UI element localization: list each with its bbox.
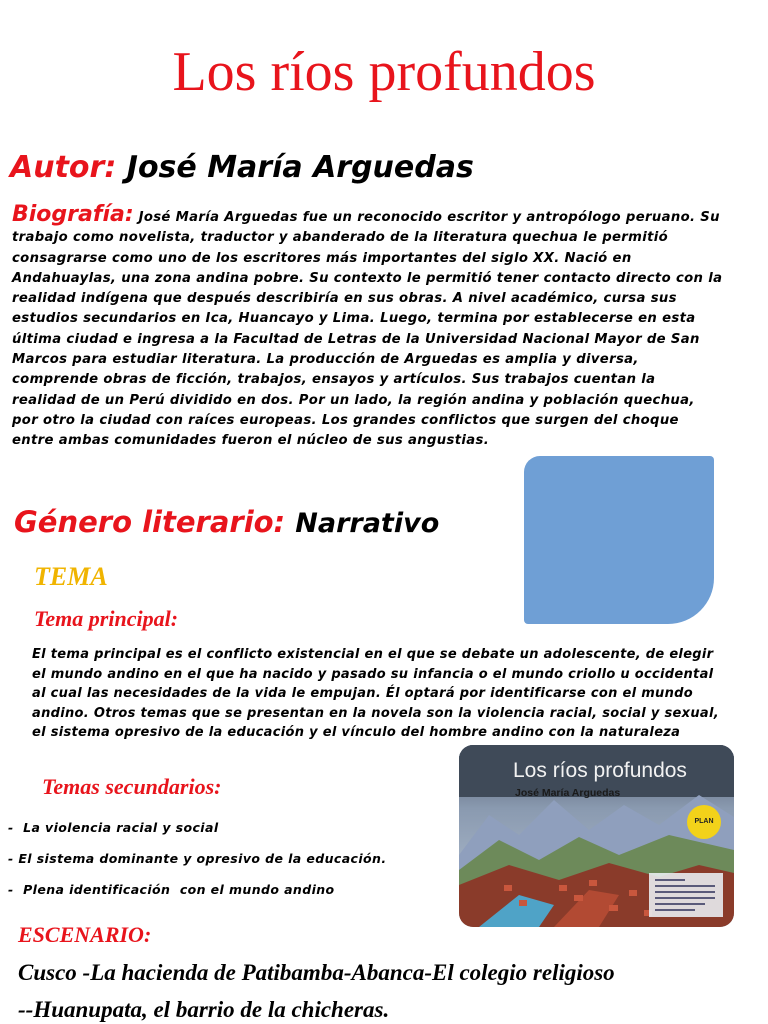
biography-text: José María Arguedas fue un reconocido escritor y antropólogo peruano. Su trabajo como novelista, traductor y abanderado de la literatura quechua le permitió consagrarse como uno de los escritores más importantes del siglo XX. Nació en Andahuaylas, una zona andina pobre. Su contexto le permitió tener contacto directo con la realidad indígena que después describiría en sus obras. A nivel académico, cursa sus estudios secundarios en Ica, Huancayo y Lima. Luego, termina por establecerse en esta última ciudad e ingresa a la Facultad de Letras de la Universidad Nacional Mayor de San Marcos para estudiar literatura. La producción de Arguedas es amplia y diversa, comprende obras de ficción, trabajos, ensayos y artículos. Sus trabajos cuentan la realidad de un Perú dividido en dos. Por un lado, la región andina y población quechua, por otro la ciudad con raíces europeas. Los grandes conflictos que surgen del choque entre ambas comunidades fueron el núcleo de sus angustias.: [12, 210, 723, 449]
setting-line: Cusco -La hacienda de Patibamba-Abanca-El colegio religioso: [18, 960, 615, 985]
setting-line: --Huanupata, el barrio de la chicheras.: [18, 997, 390, 1022]
secondary-theme-item: - Plena identificación con el mundo andino: [8, 882, 335, 897]
theme-heading: TEMA: [34, 562, 108, 591]
biography-label: Biografía:: [12, 202, 134, 227]
secondary-themes-label: Temas secundarios:: [42, 774, 222, 799]
author-label: Autor:: [10, 150, 117, 185]
author-line: [10, 150, 474, 185]
genre-label: Género literario:: [14, 505, 286, 539]
biography-paragraph: [12, 202, 724, 452]
secondary-theme-item: - La violencia racial y social: [8, 820, 219, 835]
book-cover-image: [459, 745, 734, 927]
book-cover-author: José María Arguedas: [515, 787, 621, 799]
page-title: Los ríos profundos: [172, 41, 596, 103]
genre-value: Narrativo: [295, 508, 440, 539]
genre-line: [14, 505, 439, 539]
book-cover-title: Los ríos profundos: [513, 759, 687, 782]
main-theme-text: El tema principal es el conflicto existencial en el que se debate un adolescente, de elegir el mundo andino en el que ha nacido y pasado su infancia o el mundo criollo u occidental al cual las necesidades de la vida le empujan. Él optará por identificarse con el mundo andino. Otros temas que se presentan en la novela son la violencia racial, social y sexual, el sistema opresivo de la educación y el vínculo del hombre andino con la naturaleza: [32, 647, 719, 740]
secondary-theme-item: - El sistema dominante y opresivo de la educación.: [8, 851, 387, 866]
plan-badge: PLAN: [687, 805, 721, 839]
decorative-blue-box: [524, 456, 714, 624]
author-name: José María Arguedas: [126, 150, 474, 185]
setting-label: ESCENARIO:: [18, 922, 152, 947]
main-theme-label: Tema principal:: [34, 606, 179, 631]
